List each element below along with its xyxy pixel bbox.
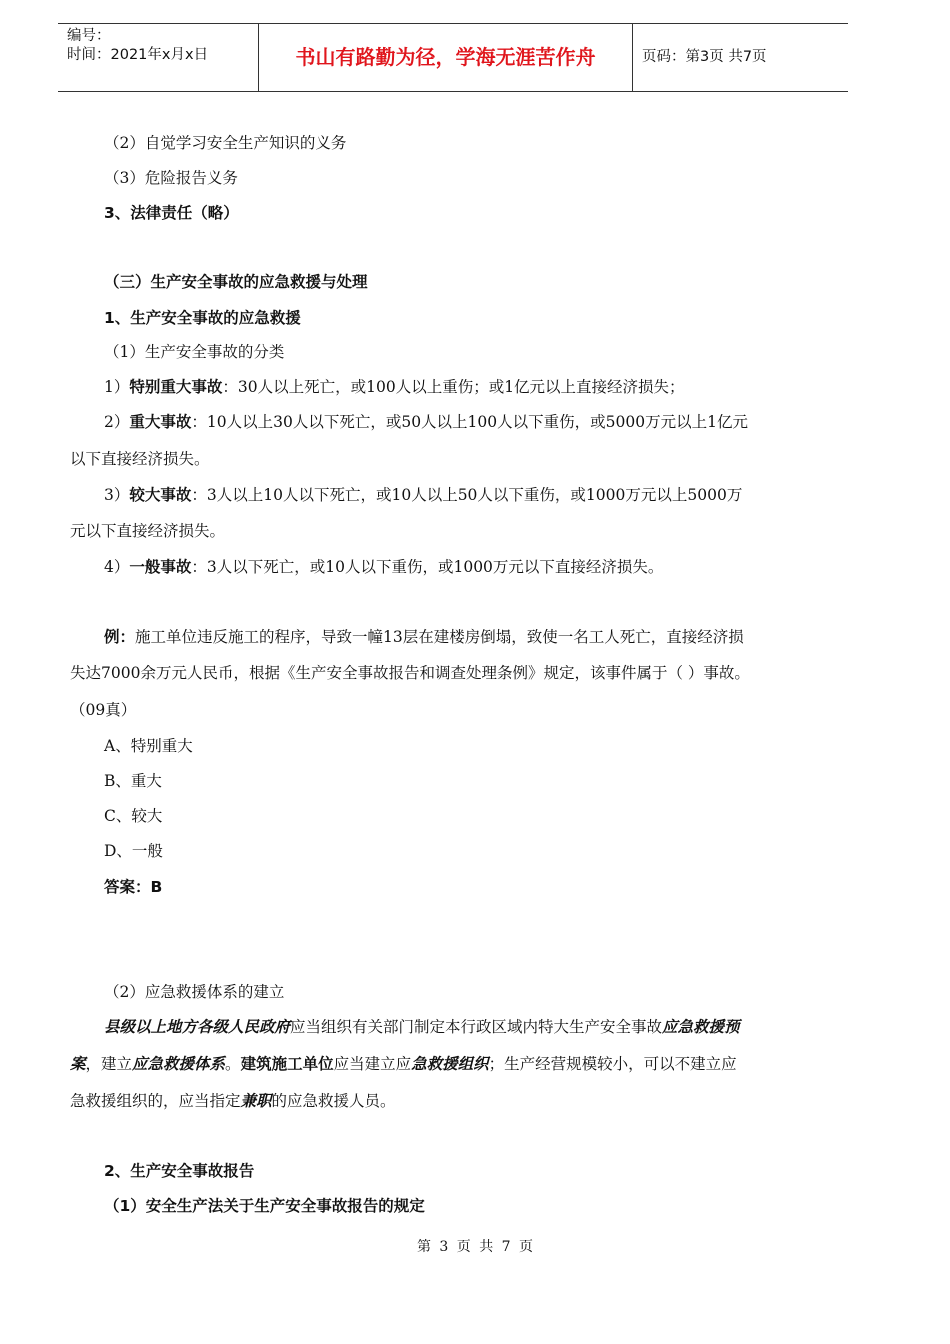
answer: 答案：B bbox=[104, 878, 163, 896]
emphasis: 应急救援预 bbox=[662, 1017, 740, 1036]
option-b: B、重大 bbox=[104, 772, 162, 790]
definition: ：30人以上死亡，或100人以上重伤；或1亿元以上直接经济损失； bbox=[222, 378, 685, 396]
section-heading: 2、生产安全事故报告 bbox=[104, 1162, 255, 1180]
emphasis: 应急救援体系 bbox=[132, 1054, 226, 1073]
page-header bbox=[58, 23, 848, 92]
text-run: 。 bbox=[225, 1055, 241, 1073]
section-heading: （1）安全生产法关于生产安全事故报告的规定 bbox=[104, 1197, 425, 1215]
accident-class-3 bbox=[104, 485, 879, 505]
header-motto: 书山有路勤为径，学海无涯苦作舟 bbox=[295, 45, 596, 69]
term: 重大事故 bbox=[129, 413, 192, 431]
option-a: A、特别重大 bbox=[104, 737, 193, 755]
paragraph-line bbox=[70, 1054, 845, 1074]
doc-time: 时间：2021年x月x日 bbox=[67, 47, 209, 63]
text-line: 元以下直接经济损失。 bbox=[70, 522, 226, 540]
text-run: 应当建立应 bbox=[333, 1055, 412, 1073]
list-number: 1） bbox=[104, 378, 130, 396]
section-heading: （三）生产安全事故的应急救援与处理 bbox=[104, 273, 368, 291]
term: 特别重大事故 bbox=[129, 378, 223, 396]
header-divider bbox=[632, 24, 633, 91]
example-label: 例： bbox=[104, 628, 136, 646]
paragraph-line bbox=[104, 1017, 879, 1037]
text-run: ；生产经营规模较小，可以不建立应 bbox=[488, 1055, 737, 1073]
accident-class-4 bbox=[104, 557, 879, 577]
accident-class-2 bbox=[104, 412, 879, 432]
text-run: 急救援组织的，应当指定 bbox=[70, 1092, 241, 1110]
definition: ：3人以下死亡，或10人以下重伤，或1000万元以下直接经济损失。 bbox=[191, 558, 664, 576]
page-footer: 第 3 页 共 7 页 bbox=[416, 1239, 534, 1255]
definition: ：10人以上30人以下死亡，或50人以上100人以下重伤，或5000万元以上1亿元 bbox=[191, 413, 748, 431]
header-page-number: 页码：第3页 共7页 bbox=[642, 49, 767, 65]
option-c: C、较大 bbox=[104, 807, 163, 825]
list-number: 4） bbox=[104, 558, 130, 576]
emphasis: 急救援组织 bbox=[411, 1054, 489, 1073]
text-line: 以下直接经济损失。 bbox=[70, 450, 210, 468]
emphasis: 建筑施工单位 bbox=[240, 1055, 334, 1073]
text-run: ，建立 bbox=[85, 1055, 133, 1073]
accident-class-1 bbox=[104, 377, 879, 397]
example-text: 施工单位违反施工的程序，导致一幢13层在建楼房倒塌，致使一名工人死亡，直接经济损 bbox=[135, 628, 744, 646]
emphasis: 县级以上地方各级人民政府 bbox=[104, 1017, 291, 1036]
paragraph-line bbox=[70, 1091, 845, 1111]
term: 一般事故 bbox=[129, 558, 192, 576]
text-run: 应当组织有关部门制定本行政区域内特大生产安全事故 bbox=[290, 1018, 663, 1036]
section-heading: 1、生产安全事故的应急救援 bbox=[104, 309, 301, 327]
text-line: （1）生产安全事故的分类 bbox=[104, 343, 285, 361]
header-meta bbox=[67, 27, 208, 65]
text-line: （3）危险报告义务 bbox=[104, 169, 238, 187]
emphasis: 兼职 bbox=[240, 1091, 272, 1110]
emphasis: 案 bbox=[70, 1054, 86, 1073]
text-line: （2）应急救援体系的建立 bbox=[104, 983, 285, 1001]
text-line: （2）自觉学习安全生产知识的义务 bbox=[104, 134, 347, 152]
text-line: （09真） bbox=[70, 701, 137, 719]
term: 较大事故 bbox=[129, 486, 192, 504]
option-d: D、一般 bbox=[104, 842, 163, 860]
section-heading: 3、法律责任（略） bbox=[104, 204, 239, 222]
list-number: 3） bbox=[104, 486, 130, 504]
example-question bbox=[104, 627, 879, 647]
doc-number: 编号： bbox=[67, 28, 111, 44]
definition: ：3人以上10人以下死亡，或10人以上50人以下重伤，或1000万元以上5000万 bbox=[191, 486, 743, 504]
text-run: 的应急救援人员。 bbox=[271, 1092, 396, 1110]
text-line: 失达7000余万元人民币，根据《生产安全事故报告和调查处理条例》规定，该事件属于（ ）事故。 bbox=[70, 664, 750, 682]
list-number: 2） bbox=[104, 413, 130, 431]
